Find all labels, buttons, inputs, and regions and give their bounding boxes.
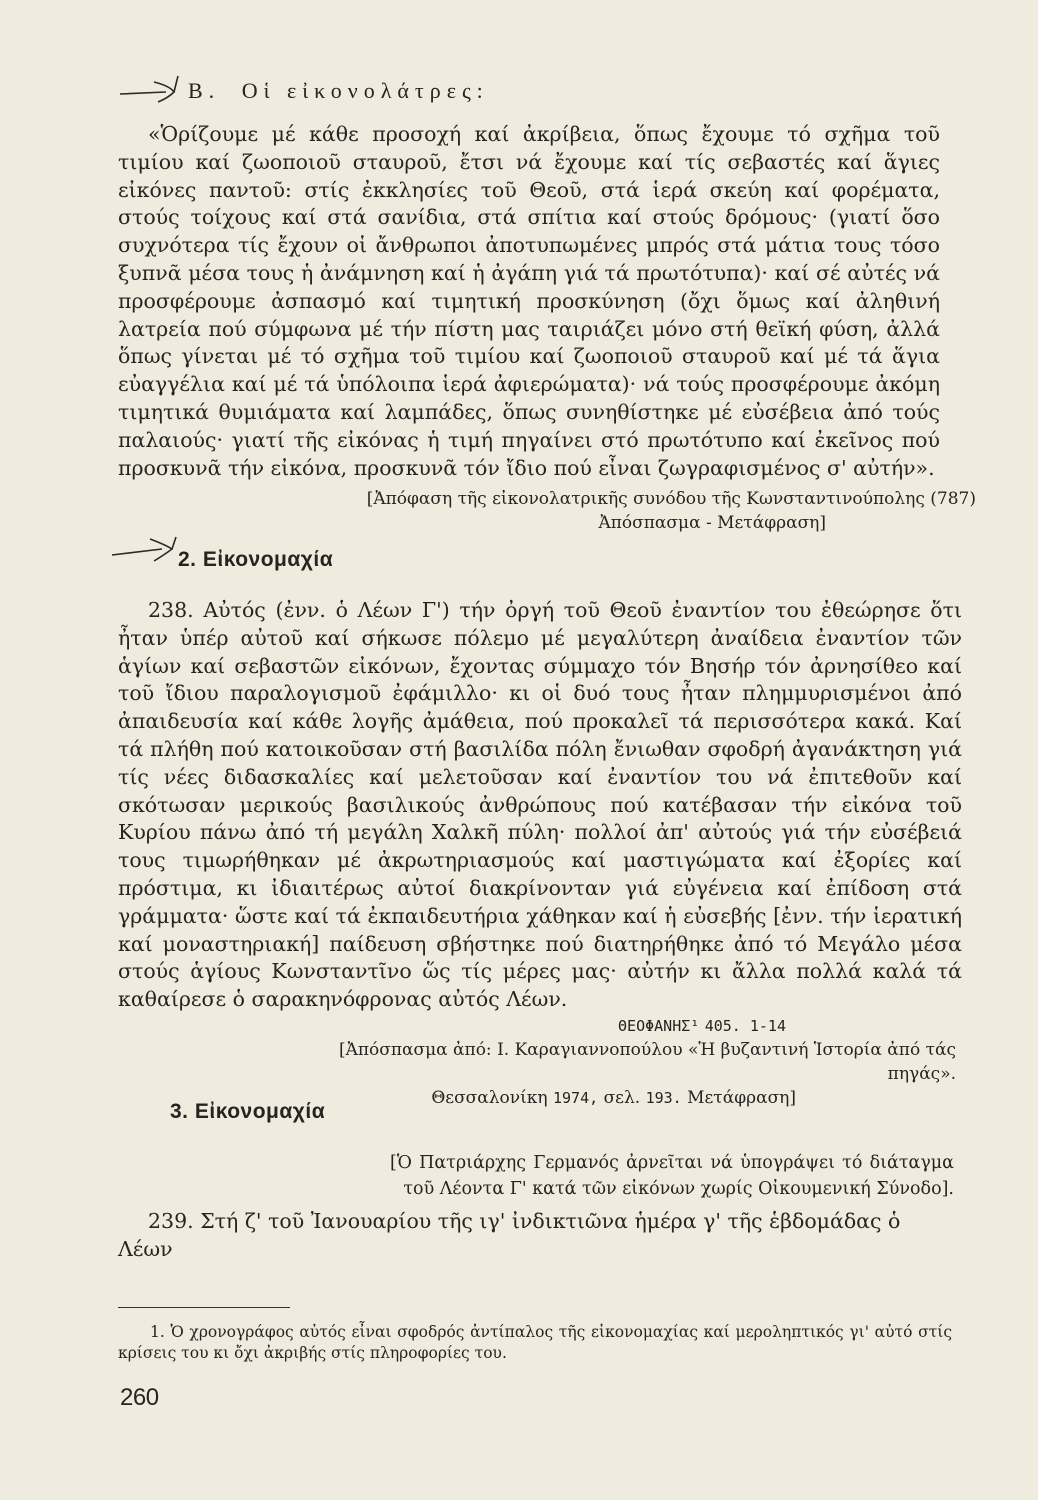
section-3-summary: [Ὁ Πατριάρχης Γερμανός ἀρνεῖται νά ὑπογράψει τό διάταγμα τοῦ Λέοντα Γ' κατά τῶν εἰκόνων χωρίς Οἰκουμενική Σύνοδο].	[390, 1153, 954, 1199]
section-b-citation-line1: [Ἀπόφαση τῆς εἰκονολατρικῆς συνόδου τῆς Κωνσταντινούπολης (787)	[366, 489, 976, 509]
section-b-citation	[300, 487, 976, 535]
citation-year: 1974,	[553, 1089, 599, 1107]
section-3-heading: 3. Εἰκονομαχία	[170, 1100, 326, 1123]
section-b-marker: Β.	[188, 78, 221, 103]
section-b-citation-line2: Ἀπόσπασμα - Μετάφραση]	[598, 513, 826, 533]
section-2-source	[300, 1014, 956, 1110]
citation-end: Μετάφραση]	[687, 1088, 796, 1108]
section-2-heading: 2. Εἰκονομαχία	[178, 548, 334, 571]
handwritten-arrow-mark	[118, 74, 188, 104]
citation-city: Θεσσαλονίκη	[431, 1088, 548, 1108]
section-3-body: Στή ζ' τοῦ Ἰανουαρίου τῆς ιγ' ἰνδικτιῶνα ἡμέρα γ' τῆς ἑβδομάδας ὁ Λέων	[118, 1209, 901, 1261]
footnote-text: Ὁ χρονογράφος αὐτός εἶναι σφοδρός ἀντίπαλος τῆς εἰκονομαχίας καί μεροληπτικός γι' αὐτό στίς κρίσεις του κι ὄχι ἀκριβής στίς πληροφορίες του.	[118, 1323, 952, 1362]
section-2-para-number: 238.	[148, 598, 194, 622]
footnote-marker: 1.	[150, 1323, 165, 1341]
section-2-text	[118, 597, 962, 1014]
page-number: 260	[120, 1384, 159, 1411]
section-2-body: Αὐτός (ἐνν. ὁ Λέων Γ') τήν ὀργή τοῦ Θεοῦ ἐναντίον του ἐθεώρησε ὅτι ἦταν ὑπέρ αὐτοῦ καί σήκωσε πόλεμο μέ μεγαλύτερη ἀναίδεια ἐναντίον τῶν ἁγίων καί σεβαστῶν εἰκόνων, ἔχοντας σύμμαχο τόν Βησήρ τόν ἀρνησίθεο καί τοῦ ἴδιου παραλογισμοῦ ἐφάμιλλο· κι οἱ δυό τους ἦταν πλημμυρισμένοι ἀπό ἀπαιδευσία καί κάθε λογῆς ἀμάθεια, πού προκαλεῖ τά περισσότερα κακά. Καί τά πλήθη πού κατοικοῦσαν στή βασιλίδα πόλη ἔνιωθαν σφοδρή ἀγανάκτηση γιά τίς νέες διδασκαλίες καί μελετοῦσαν καί ἐναντίον του νά ἐπιτεθοῦν καί σκότωσαν μερικούς βασιλικούς ἀνθρώπους πού κατέβασαν τήν εἰκόνα τοῦ Κυρίου πάνω ἀπό τή μεγάλη Χαλκῆ πύλη· πολλοί ἀπ' αὐτούς γιά τήν εὐσέβειά τους τιμωρήθηκαν μέ ἀκρωτηριασμούς καί μαστιγώματα καί ἐξορίες καί πρόστιμα, κι ἰδιαιτέρως αὐτοί διακρίνονταν γιά εὐγένεια καί ἐπίδοση στά γράμματα· ὥστε καί τά ἐκπαιδευτήρια χάθηκαν καί ἡ εὐσεβής [ἐνν. τήν ἱερατική καί μοναστηριακή] παίδευση σβήστηκε πού διατηρήθηκε ἀπό τό Μεγάλο μέσα στούς ἁγίους Κωνσταντῖνο ὥς τίς μέρες μας· αὐτήν κι ἄλλα πολλά καλά τά καθαίρεσε ὁ σαρακηνόφρονας αὐτός Λέων.	[118, 598, 962, 1012]
source-reference: 405. 1-14	[704, 1017, 786, 1035]
handwritten-arrow-mark	[110, 533, 185, 563]
citation-page: 193.	[645, 1089, 682, 1107]
citation-page-label: σελ.	[603, 1088, 641, 1108]
footnote-separator	[118, 1307, 290, 1308]
section-b-text: «Ὁρίζουμε μέ κάθε προσοχή καί ἀκρίβεια, ὅπως ἔχουμε τό σχῆμα τοῦ τιμίου καί ζωοποιοῦ σταυροῦ, ἔτσι νά ἔχουμε καί τίς σεβαστές καί ἅγιες εἰκόνες παντοῦ: στίς ἐκκλησίες τοῦ Θεοῦ, στά ἱερά σκεύη καί φορέματα, στούς τοίχους καί στά σανίδια, στά σπίτια καί στούς δρόμους· (γιατί ὅσο συχνότερα τίς ἔχουν οἱ ἄνθρωποι ἀποτυπωμένες μπρός στά μάτια τους τόσο ξυπνᾶ μέσα τους ἡ ἀνάμνηση καί ἡ ἀγάπη γιά τά πρωτότυπα)· καί σέ αὐτές νά προσφέρουμε ἀσπασμό καί τιμητική προσκύνηση (ὄχι ὅμως καί ἀληθινή λατρεία πού σύμφωνα μέ τήν πίστη μας ταιριάζει μόνο στή θεϊκή φύση, ἀλλά ὅπως γίνεται μέ τό σχῆμα τοῦ τιμίου καί ζωοποιοῦ σταυροῦ καί μέ τά ἅγια εὐαγγέλια καί μέ τά ὑπόλοιπα ἱερά ἀφιερώματα)· νά τούς προσφέρουμε ἀκόμη τιμητικά θυμιάματα καί λαμπάδες, ὅπως συνηθίστηκε μέ εὐσέβεια ἀπό τούς παλαιούς· γιατί τῆς εἰκόνας ἡ τιμή πηγαίνει στό πρωτότυπο καί ἐκεῖνος πού προσκυνᾶ τήν εἰκόνα, προσκυνᾶ τόν ἴδιο πού εἶναι ζωγραφισμένος σ' αὐτήν».	[118, 122, 940, 480]
source-author: ΘΕΟΦΑΝΗΣ¹	[618, 1017, 700, 1035]
section-b-title: Οἱ εἰκονολάτρες:	[241, 78, 489, 103]
source-citation-line1: [Ἀπόσπασμα ἀπό: Ι. Καραγιαννοπούλου «Ἡ βυζαντινή Ἱστορία ἀπό τάς πηγάς».	[338, 1040, 956, 1084]
section-b-heading	[188, 78, 489, 104]
section-3-text	[118, 1208, 960, 1264]
footnote	[118, 1322, 952, 1364]
section-3-para-number: 239.	[148, 1209, 194, 1233]
